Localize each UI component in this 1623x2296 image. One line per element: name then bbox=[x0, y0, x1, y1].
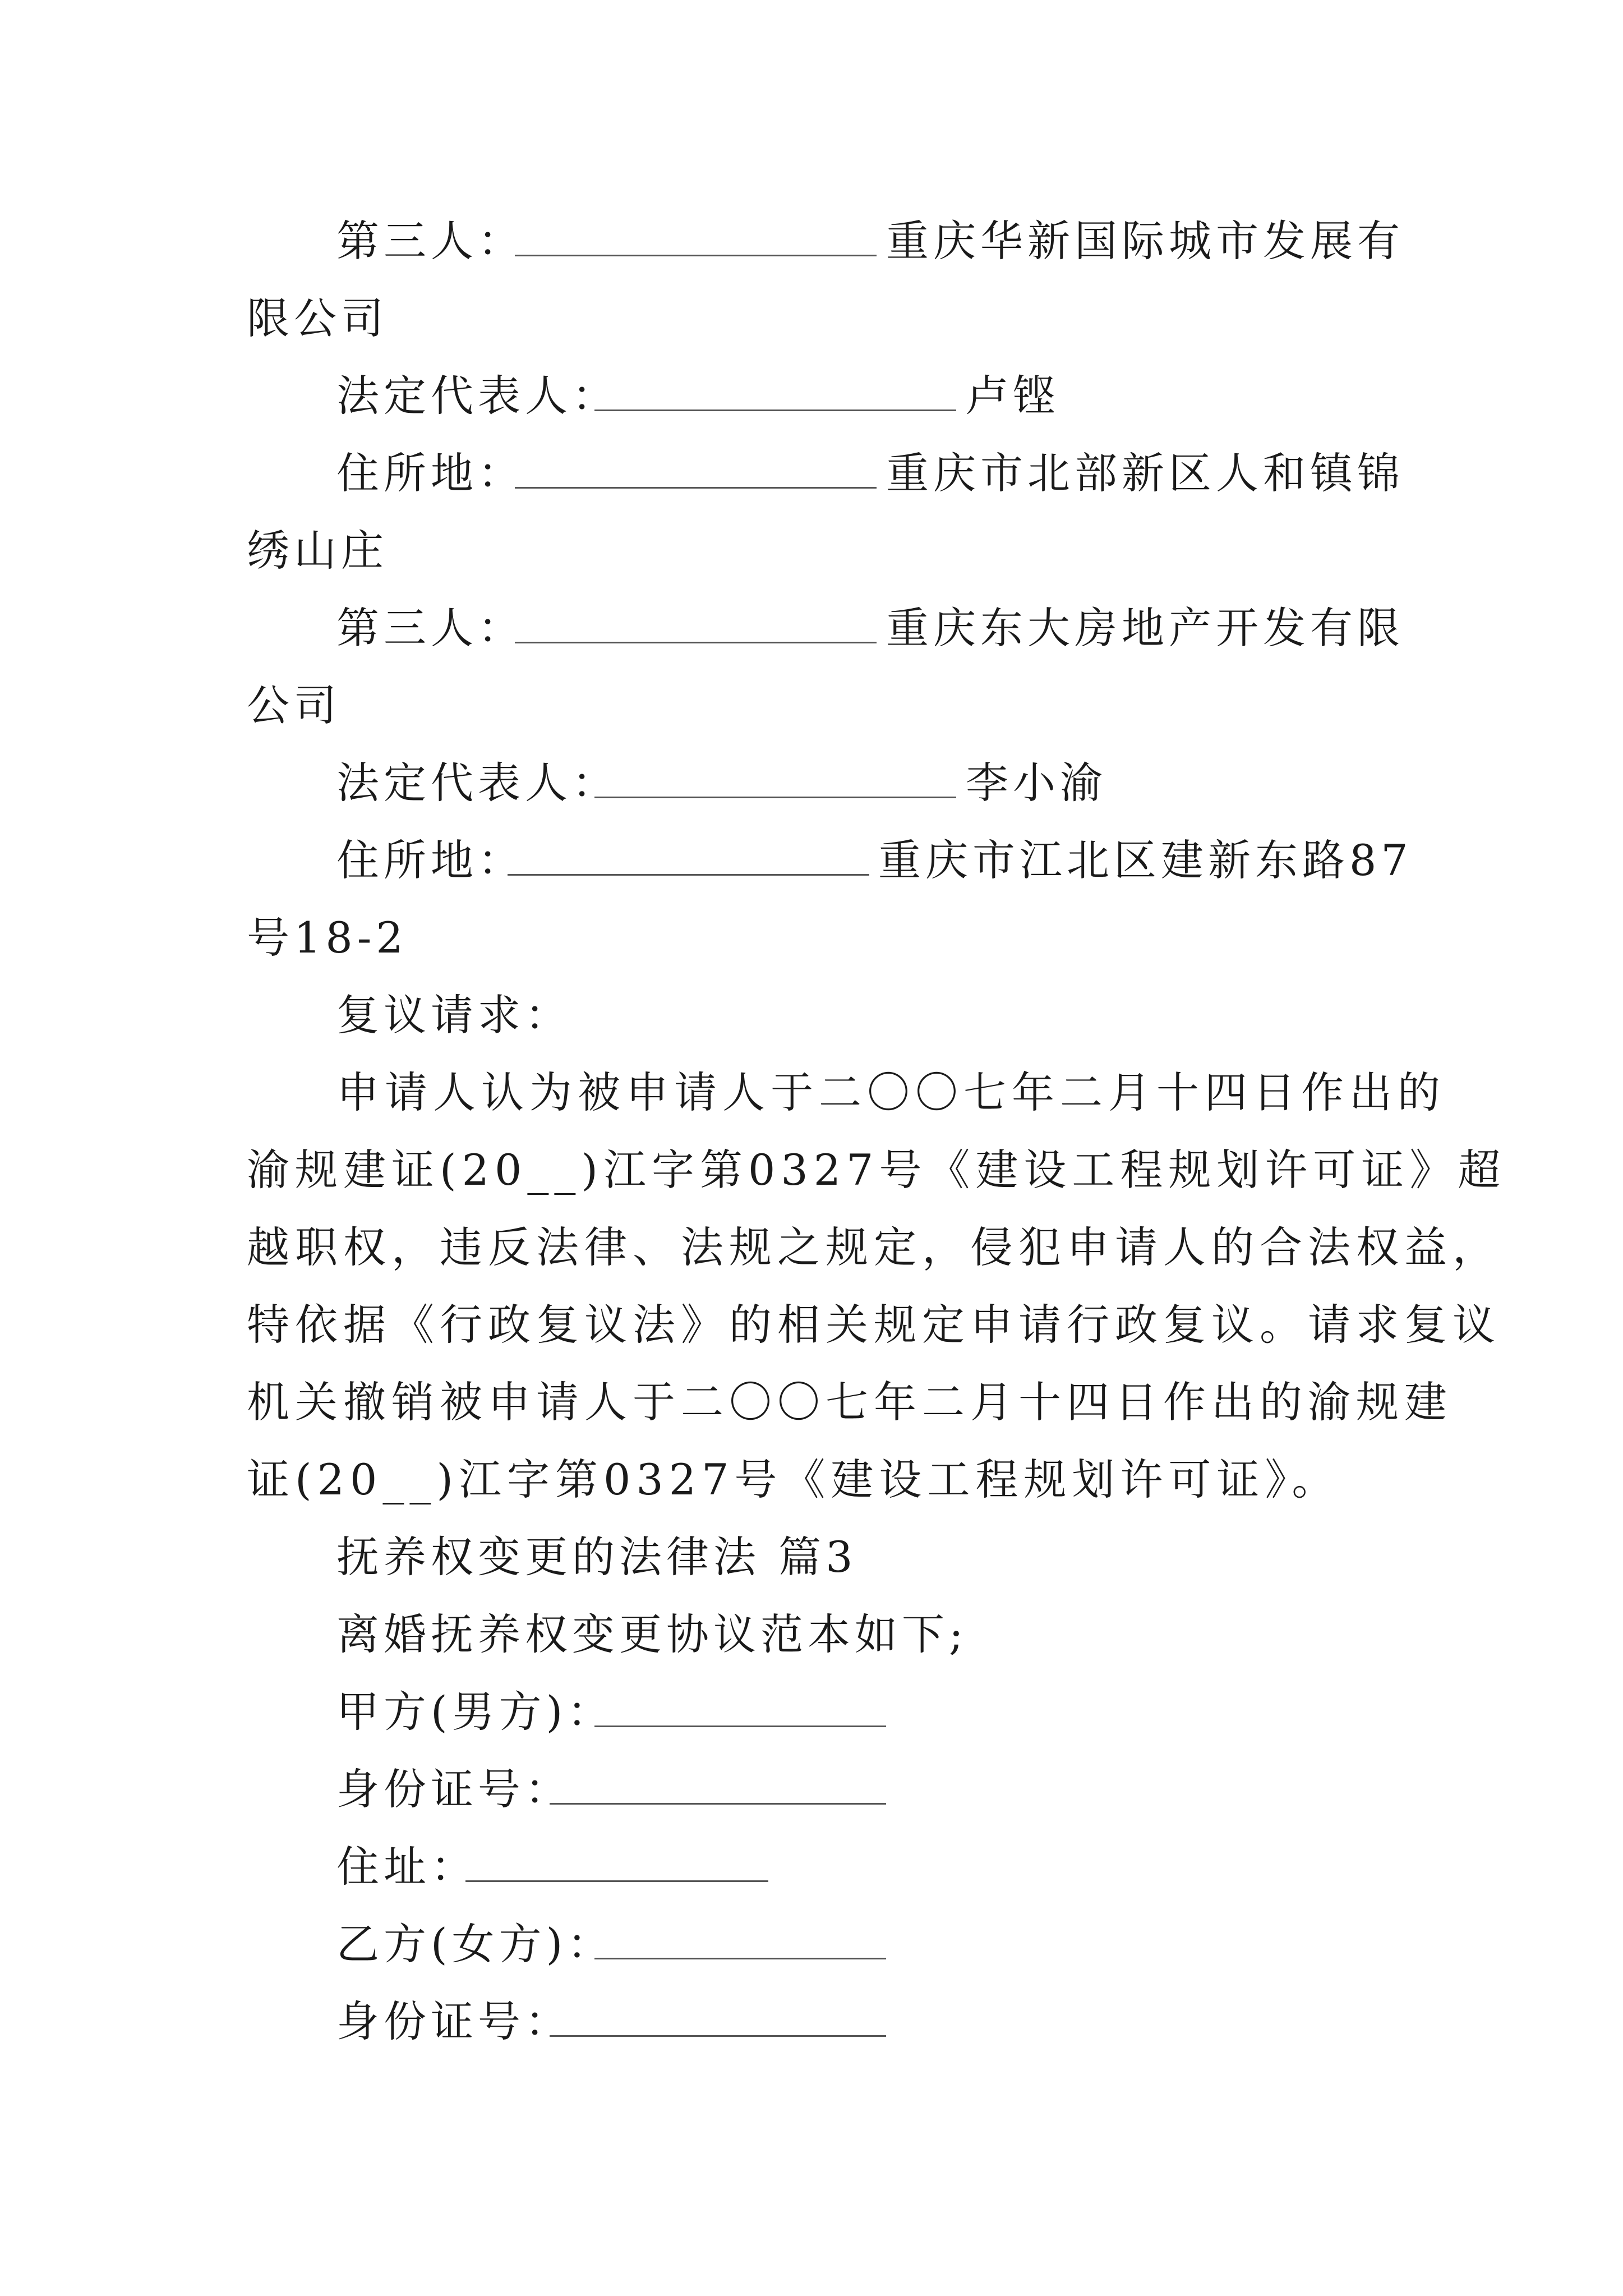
address-label: 住所地： bbox=[336, 448, 525, 498]
fill-blank bbox=[515, 255, 877, 256]
paragraph-line bbox=[0, 1137, 1623, 1204]
id-number-label: 身份证号： bbox=[336, 1764, 572, 1814]
fill-blank bbox=[550, 1803, 886, 1805]
third-party-name-cont: 公司 bbox=[247, 680, 341, 730]
paragraph-line bbox=[0, 1214, 1623, 1281]
legal-rep-2-line bbox=[0, 749, 1623, 817]
paragraph-line bbox=[0, 1446, 1623, 1513]
section-heading-line bbox=[0, 982, 1623, 1049]
legal-rep-label: 法定代表人： bbox=[336, 758, 619, 808]
fill-blank bbox=[594, 1958, 886, 1959]
fill-blank bbox=[515, 642, 877, 643]
continuation-line bbox=[0, 904, 1623, 972]
paragraph-line bbox=[0, 1369, 1623, 1436]
party-b-label: 乙方(女方)： bbox=[336, 1919, 615, 1969]
paragraph-line bbox=[0, 1291, 1623, 1359]
id-number-a-line bbox=[0, 1756, 1623, 1823]
third-party-2-line bbox=[0, 595, 1623, 662]
fill-blank bbox=[550, 2035, 886, 2037]
party-a-label: 甲方(男方)： bbox=[336, 1687, 615, 1737]
paragraph-text: 渝规建证(20__)江字第0327号《建设工程规划许可证》超 bbox=[247, 1145, 1506, 1195]
fill-blank bbox=[465, 1880, 768, 1882]
fill-blank bbox=[594, 1726, 886, 1727]
continuation-line bbox=[0, 672, 1623, 739]
address-value-cont: 号18-2 bbox=[247, 913, 408, 963]
legal-rep-name: 李小渝 bbox=[966, 758, 1107, 808]
fill-blank bbox=[515, 487, 877, 489]
party-b-line bbox=[0, 1911, 1623, 1978]
paragraph-text: 申请人认为被申请人于二〇〇七年二月十四日作出的 bbox=[336, 1068, 1446, 1117]
address-a-line bbox=[0, 1833, 1623, 1901]
fill-blank bbox=[508, 874, 869, 876]
intro-text: 离婚抚养权变更协议范本如下; bbox=[336, 1609, 968, 1659]
third-party-label: 第三人： bbox=[336, 603, 525, 653]
continuation-line bbox=[0, 285, 1623, 352]
third-party-label: 第三人： bbox=[336, 216, 525, 266]
id-number-b-line bbox=[0, 1988, 1623, 2055]
address-value-cont: 绣山庄 bbox=[247, 526, 388, 576]
paragraph-text: 特依据《行政复议法》的相关规定申请行政复议。请求复议 bbox=[247, 1300, 1501, 1350]
review-request-heading: 复议请求： bbox=[336, 990, 572, 1040]
legal-rep-name: 卢铿 bbox=[966, 371, 1060, 421]
third-party-name: 重庆东大房地产开发有限 bbox=[886, 603, 1404, 653]
paragraph-line bbox=[0, 1059, 1623, 1126]
party-a-line bbox=[0, 1678, 1623, 1746]
legal-rep-1-line bbox=[0, 362, 1623, 430]
fill-blank bbox=[594, 409, 956, 411]
intro-line bbox=[0, 1601, 1623, 1668]
paragraph-text: 机关撤销被申请人于二〇〇七年二月十四日作出的渝规建 bbox=[247, 1377, 1453, 1427]
address-2-line bbox=[0, 827, 1623, 894]
address-1-line bbox=[0, 440, 1623, 507]
continuation-line bbox=[0, 517, 1623, 585]
third-party-name: 重庆华新国际城市发展有 bbox=[886, 216, 1404, 266]
article-heading: 抚养权变更的法律法 篇3 bbox=[336, 1532, 857, 1582]
article-heading-line bbox=[0, 1524, 1623, 1591]
paragraph-text: 越职权，违反法律、法规之规定，侵犯申请人的合法权益， bbox=[247, 1222, 1501, 1272]
address-label: 住所地： bbox=[336, 835, 525, 885]
third-party-1-line bbox=[0, 208, 1623, 275]
address-value: 重庆市北部新区人和镇锦 bbox=[886, 448, 1404, 498]
address-value: 重庆市江北区建新东路87 bbox=[878, 835, 1413, 885]
id-number-label: 身份证号： bbox=[336, 1996, 572, 2046]
address-label: 住址： bbox=[336, 1842, 478, 1892]
fill-blank bbox=[594, 797, 956, 798]
paragraph-text: 证(20__)江字第0327号《建设工程规划许可证》。 bbox=[247, 1455, 1340, 1504]
legal-rep-label: 法定代表人： bbox=[336, 371, 619, 421]
third-party-name-cont: 限公司 bbox=[247, 293, 388, 343]
